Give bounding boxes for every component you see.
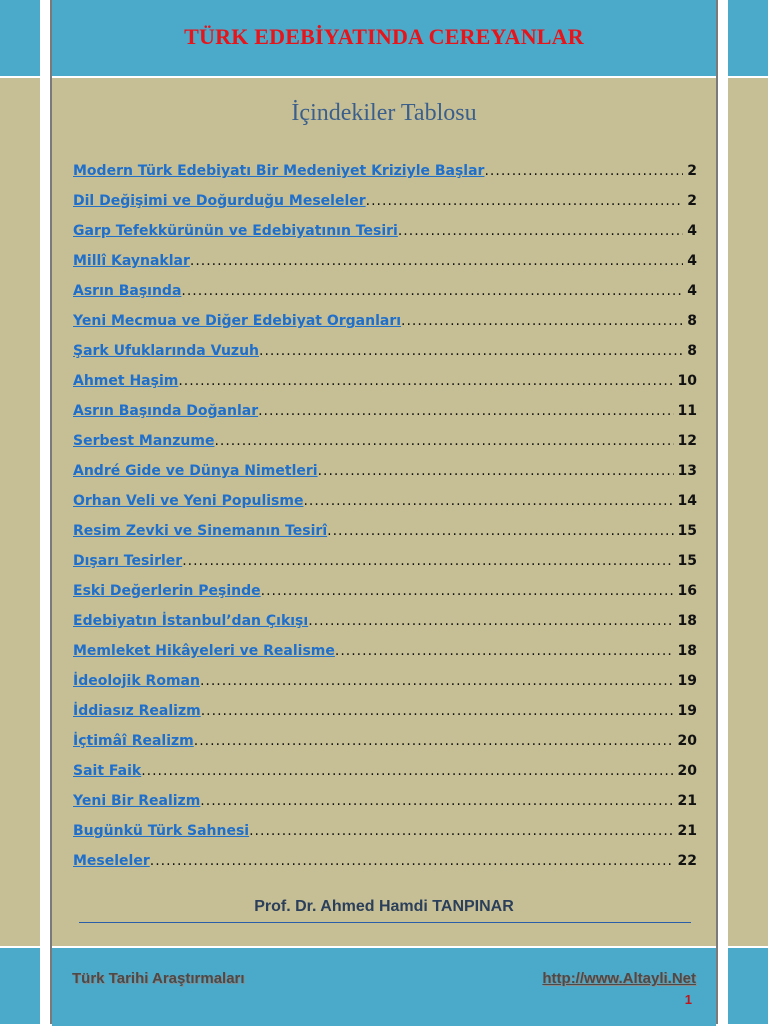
toc-entry[interactable] <box>73 853 697 883</box>
page-number: 1 <box>684 992 692 1007</box>
toc-entry-page-number: 2 <box>687 193 697 209</box>
left-bottom-band <box>0 946 40 1024</box>
right-side-panel <box>728 0 768 1024</box>
toc-entry-link[interactable]: Memleket Hikâyeleri ve Realisme <box>73 643 335 659</box>
toc-entry-link[interactable]: Yeni Bir Realizm <box>73 793 201 809</box>
toc-entry[interactable] <box>73 703 697 733</box>
toc-leader-dots <box>261 583 674 599</box>
toc-leader-dots <box>150 853 674 869</box>
author-divider <box>79 922 691 923</box>
toc-entry-link[interactable]: Şark Ufuklarında Vuzuh <box>73 343 259 359</box>
toc-entry[interactable] <box>73 253 697 283</box>
toc-entry[interactable] <box>73 283 697 313</box>
left-top-band <box>0 0 40 78</box>
toc-entry-page-number: 18 <box>677 613 697 629</box>
toc-entry-page-number: 20 <box>677 733 697 749</box>
toc-leader-dots <box>308 613 673 629</box>
toc-entry-page-number: 12 <box>677 433 697 449</box>
toc-heading: İçindekiler Tablosu <box>291 100 477 126</box>
toc-entry-link[interactable]: Asrın Başında <box>73 283 182 299</box>
footer-band <box>52 946 716 1026</box>
toc-entry-page-number: 16 <box>677 583 697 599</box>
toc-entry-page-number: 20 <box>677 763 697 779</box>
toc-entry[interactable] <box>73 733 697 763</box>
toc-entry-page-number: 13 <box>677 463 697 479</box>
toc-entry-page-number: 8 <box>687 313 697 329</box>
right-bottom-band <box>728 946 768 1024</box>
left-side-panel <box>0 0 40 1024</box>
author-name: Prof. Dr. Ahmed Hamdi TANPINAR <box>254 898 514 915</box>
toc-entry[interactable] <box>73 673 697 703</box>
toc-entry[interactable] <box>73 313 697 343</box>
toc-leader-dots <box>484 163 683 179</box>
toc-leader-dots <box>249 823 673 839</box>
toc-entry-page-number: 10 <box>677 373 697 389</box>
toc-entry-page-number: 22 <box>677 853 697 869</box>
toc-entry[interactable] <box>73 553 697 583</box>
toc-entry[interactable] <box>73 223 697 253</box>
toc-entry[interactable] <box>73 493 697 523</box>
toc-leader-dots <box>201 703 674 719</box>
footer-url-link[interactable]: http://www.Altayli.Net <box>542 970 696 987</box>
toc-leader-dots <box>259 343 683 359</box>
toc-entry-link[interactable]: Orhan Veli ve Yeni Populisme <box>73 493 304 509</box>
toc-entry[interactable] <box>73 793 697 823</box>
toc-entry-page-number: 15 <box>677 553 697 569</box>
toc-entry-page-number: 15 <box>677 523 697 539</box>
toc-entry-page-number: 11 <box>677 403 697 419</box>
document-title: TÜRK EDEBİYATINDA CEREYANLAR <box>184 24 584 49</box>
footer-site-name: Türk Tarihi Araştırmaları <box>72 970 245 987</box>
toc-entry-link[interactable]: İdeolojik Roman <box>73 673 200 689</box>
toc-entry[interactable] <box>73 643 697 673</box>
toc-entry-page-number: 2 <box>687 163 697 179</box>
toc-entry[interactable] <box>73 763 697 793</box>
toc-entry[interactable] <box>73 523 697 553</box>
toc-leader-dots <box>190 253 683 269</box>
toc-entry-page-number: 4 <box>687 253 697 269</box>
toc-entry-page-number: 4 <box>687 283 697 299</box>
toc-leader-dots <box>182 553 673 569</box>
toc-entry-link[interactable]: Millî Kaynaklar <box>73 253 190 269</box>
toc-entry-page-number: 8 <box>687 343 697 359</box>
table-of-contents <box>73 163 697 883</box>
toc-leader-dots <box>401 313 683 329</box>
toc-entry-link[interactable]: Yeni Mecmua ve Diğer Edebiyat Organları <box>73 313 402 329</box>
toc-entry-page-number: 4 <box>687 223 697 239</box>
toc-leader-dots <box>214 433 673 449</box>
toc-entry-link[interactable]: Meseleler <box>73 853 150 869</box>
toc-entry-page-number: 21 <box>677 823 697 839</box>
toc-entry-page-number: 18 <box>677 643 697 659</box>
toc-leader-dots <box>327 523 673 539</box>
toc-entry-link[interactable]: Edebiyatın İstanbul’dan Çıkışı <box>73 613 309 629</box>
toc-entry-link[interactable]: Dışarı Tesirler <box>73 553 183 569</box>
toc-entry[interactable] <box>73 373 697 403</box>
toc-entry-link[interactable]: Modern Türk Edebiyatı Bir Medeniyet Kriziyle Başlar <box>73 163 485 179</box>
toc-entry-link[interactable]: Asrın Başında Doğanlar <box>73 403 259 419</box>
toc-entry-link[interactable]: Resim Zevki ve Sinemanın Tesirî <box>73 523 328 539</box>
toc-entry-link[interactable]: Bugünkü Türk Sahnesi <box>73 823 250 839</box>
toc-entry-link[interactable]: André Gide ve Dünya Nimetleri <box>73 463 318 479</box>
toc-entry-link[interactable]: Ahmet Haşim <box>73 373 179 389</box>
toc-entry[interactable] <box>73 193 697 223</box>
toc-entry[interactable] <box>73 163 697 193</box>
toc-entry-link[interactable]: İddiasız Realizm <box>73 703 201 719</box>
toc-leader-dots <box>181 283 683 299</box>
toc-entry-link[interactable]: Dil Değişimi ve Doğurduğu Meseleler <box>73 193 366 209</box>
toc-entry[interactable] <box>73 823 697 853</box>
toc-leader-dots <box>200 793 673 809</box>
toc-leader-dots <box>335 643 674 659</box>
header-band <box>52 0 716 78</box>
toc-leader-dots <box>303 493 673 509</box>
toc-entry-page-number: 14 <box>677 493 697 509</box>
toc-leader-dots <box>318 463 674 479</box>
toc-entry[interactable] <box>73 583 697 613</box>
toc-entry[interactable] <box>73 343 697 373</box>
toc-leader-dots <box>178 373 673 389</box>
right-top-band <box>728 0 768 78</box>
toc-leader-dots <box>194 733 674 749</box>
toc-entry-link[interactable]: Serbest Manzume <box>73 433 215 449</box>
toc-entry-link[interactable]: Eski Değerlerin Peşinde <box>73 583 261 599</box>
toc-entry-link[interactable]: Garp Tefekkürünün ve Edebiyatının Tesiri <box>73 223 398 239</box>
toc-entry-page-number: 21 <box>677 793 697 809</box>
toc-entry-page-number: 19 <box>677 673 697 689</box>
document-page <box>50 0 718 1024</box>
toc-entry[interactable] <box>73 613 697 643</box>
toc-entry-link[interactable]: Sait Faik <box>73 763 142 779</box>
toc-leader-dots <box>398 223 683 239</box>
toc-leader-dots <box>200 673 674 689</box>
toc-entry-page-number: 19 <box>677 703 697 719</box>
toc-entry[interactable] <box>73 403 697 433</box>
toc-leader-dots <box>258 403 673 419</box>
toc-entry[interactable] <box>73 433 697 463</box>
toc-leader-dots <box>366 193 684 209</box>
toc-leader-dots <box>141 763 673 779</box>
toc-entry-link[interactable]: İçtimâî Realizm <box>73 733 194 749</box>
toc-entry[interactable] <box>73 463 697 493</box>
